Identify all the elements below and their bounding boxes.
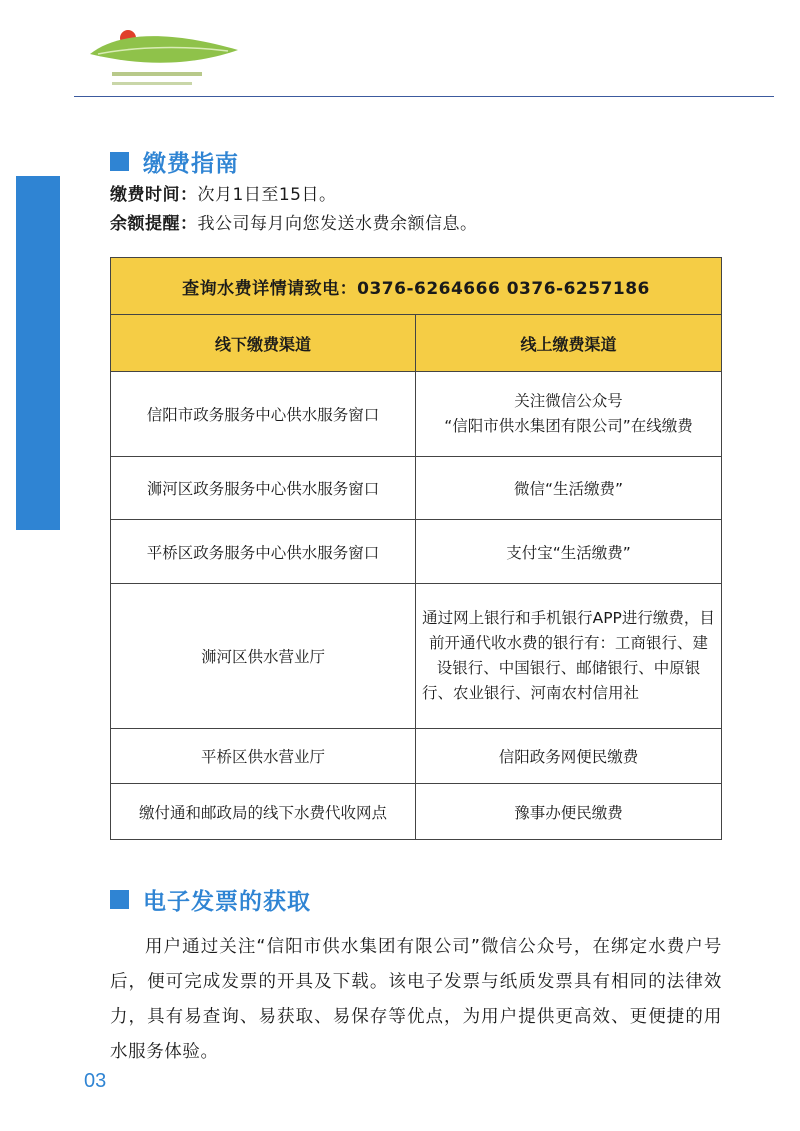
leaf-sun-logo-icon [88, 24, 238, 94]
offline-channel-cell: 浉河区供水营业厅 [111, 584, 416, 729]
offline-channel-cell: 缴付通和邮政局的线下水费代收网点 [111, 784, 416, 840]
e-invoice-paragraph: 用户通过关注“信阳市供水集团有限公司”微信公众号，在绑定水费户号后，便可完成发票的开具及下载。该电子发票与纸质发票具有相同的法律效力，具有易查询、易获取、易保存等优点，为用户提供更高效、更便捷的用水服务体验。 [110, 937, 722, 1062]
table-row [111, 784, 722, 840]
section-payment-guide-heading [110, 145, 239, 178]
online-channel-cell: 信阳政务网便民缴费 [416, 729, 722, 784]
offline-channels-header: 线下缴费渠道 [111, 315, 416, 372]
online-channel-cell: 支付宝“生活缴费” [416, 520, 722, 584]
section-title: 电子发票的获取 [143, 889, 311, 915]
payment-time-label: 缴费时间： [110, 185, 198, 205]
offline-channel-cell: 平桥区供水营业厅 [111, 729, 416, 784]
offline-channel-cell: 浉河区政务服务中心供水服务窗口 [111, 457, 416, 520]
balance-reminder-line [110, 209, 478, 234]
table-row [111, 457, 722, 520]
online-channel-cell: 豫事办便民缴费 [416, 784, 722, 840]
online-channels-header: 线上缴费渠道 [416, 315, 722, 372]
header-divider [74, 96, 774, 97]
online-channel-cell [416, 372, 722, 457]
table-row [111, 372, 722, 457]
table-row [111, 729, 722, 784]
hotline-row: 查询水费详情请致电：0376-6264666 0376-6257186 [111, 258, 722, 315]
online-channel-line: 关注微信公众号 [514, 392, 623, 410]
online-channel-cell: 微信“生活缴费” [416, 457, 722, 520]
balance-reminder-value: 我公司每月向您发送水费余额信息。 [197, 214, 478, 234]
table-row [111, 520, 722, 584]
online-channel-cell: 通过网上银行和手机银行APP进行缴费，目前开通代收水费的银行有：工商银行、建设银行、中国银行、邮储银行、中原银行、农业银行、河南农村信用社 [416, 584, 722, 729]
payment-time-line [110, 180, 336, 205]
payment-channels-table [110, 257, 722, 840]
payment-time-value: 次月1日至15日。 [197, 185, 337, 205]
table-row [111, 584, 722, 729]
section-title: 缴费指南 [143, 151, 239, 177]
section-e-invoice-heading [110, 883, 311, 916]
online-channel-line: “信阳市供水集团有限公司”在线缴费 [444, 417, 693, 435]
balance-reminder-label: 余额提醒： [110, 214, 198, 234]
side-accent-bar [16, 176, 60, 530]
offline-channel-cell: 平桥区政务服务中心供水服务窗口 [111, 520, 416, 584]
section-square-icon [110, 890, 129, 909]
offline-channel-cell: 信阳市政务服务中心供水服务窗口 [111, 372, 416, 457]
section-square-icon [110, 152, 129, 171]
page-number: 03 [84, 1070, 107, 1092]
